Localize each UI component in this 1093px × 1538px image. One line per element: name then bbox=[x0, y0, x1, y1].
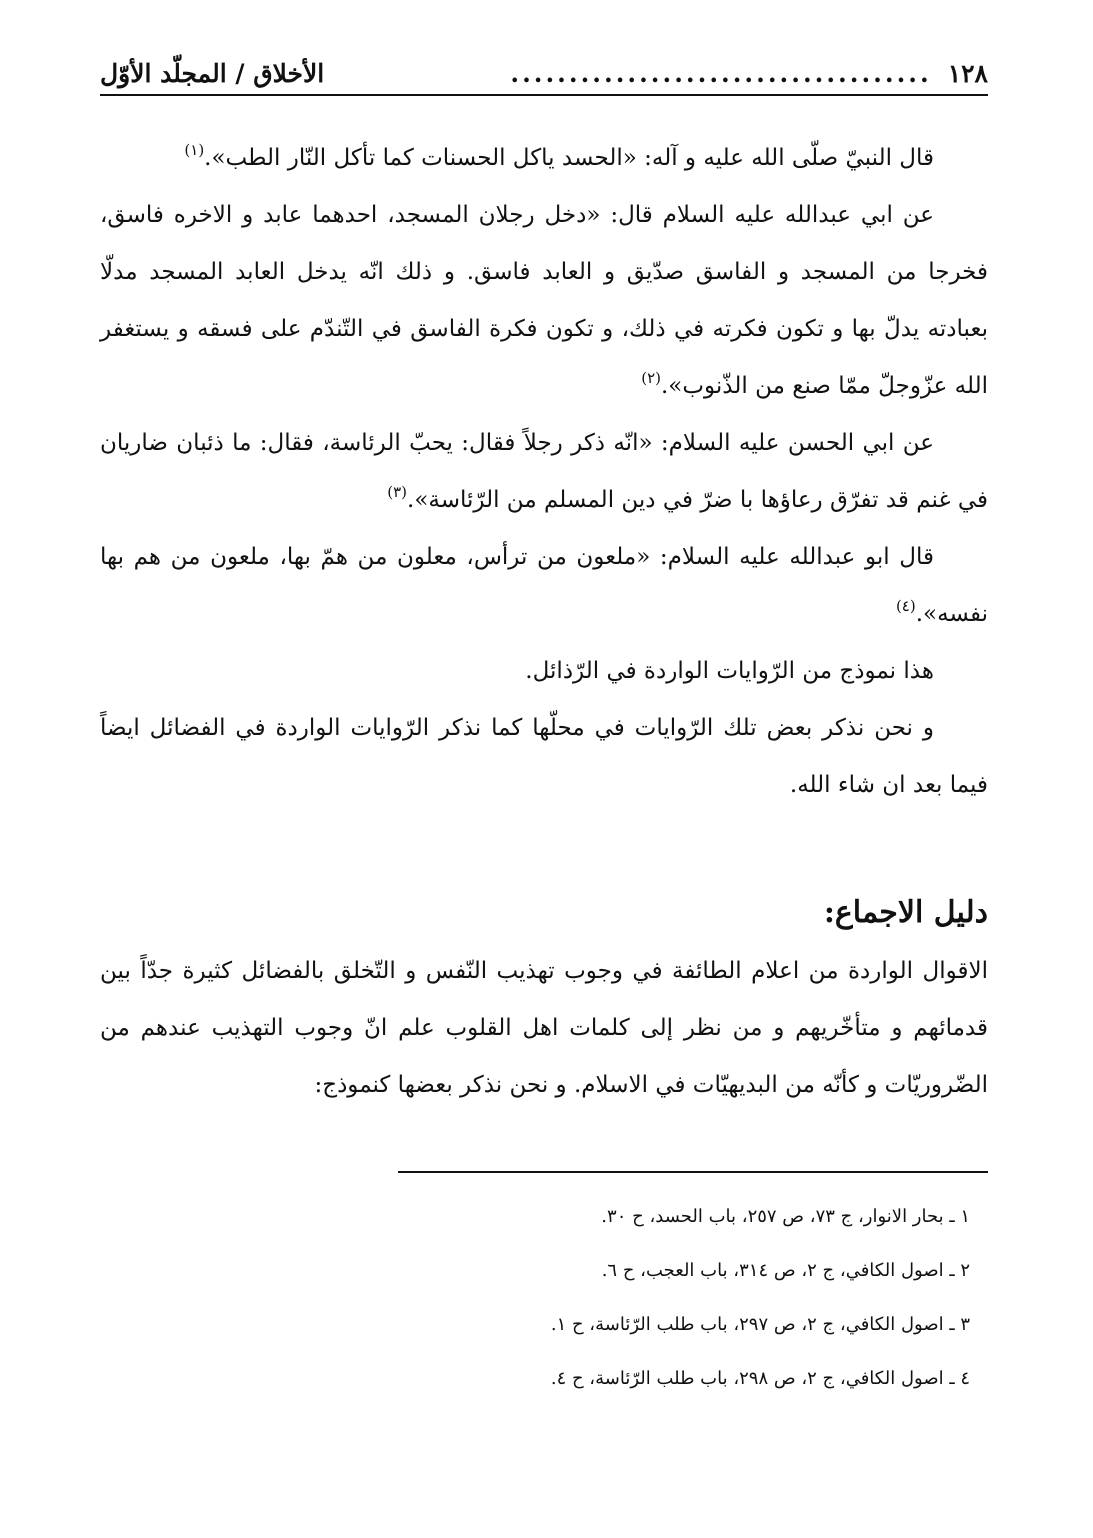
hadith-paragraph-4 bbox=[100, 529, 988, 643]
main-text bbox=[100, 130, 988, 814]
hadith-text-1: قال النبيّ صلّى الله عليه و آله: «الحسد ياكل الحسنات كما تأكل النّار الطب». bbox=[204, 145, 934, 171]
hadith-text-3: عن ابي الحسن عليه السلام: «انّه ذكر رجلاً فقال: يحبّ الرئاسة، فقال: ما ذئبان ضاريان في غنم قد تفرّق رعاؤها با ضرّ في دين المسلم من الرّئاسة». bbox=[100, 430, 988, 513]
hadith-text-4: قال ابو عبدالله عليه السلام: «ملعون من ترأس، معلون من همّ بها، ملعون من هم بها نفسه». bbox=[100, 544, 988, 627]
footnote-ref-2: (٢) bbox=[641, 369, 661, 387]
footnote-3: ٣ ـ اصول الكافي، ج ٢، ص ٢٩٧، باب طلب الرّئاسة، ح ١. bbox=[550, 1314, 970, 1335]
hadith-text-2: عن ابي عبدالله عليه السلام قال: «دخل رجلان المسجد، احدهما عابد و الاخره فاسق، فخرجا من المسجد و الفاسق صدّيق و العابد فاسق. و ذلك انّه يدخل العابد المسجد مدلّا بعبادته يدلّ بها و تكون فكرته في ذلك، و تكون فكرة الفاسق في التّندّم على فسقه و يستغفر الله عزّوجلّ ممّا صنع من الذّنوب». bbox=[100, 202, 988, 399]
hadith-paragraph-3 bbox=[100, 415, 988, 529]
footnote-ref-1: (١) bbox=[184, 141, 205, 159]
footnote-2: ٢ ـ اصول الكافي، ج ٢، ص ٣١٤، باب العجب، ح ٦. bbox=[601, 1260, 970, 1281]
section-body bbox=[100, 943, 988, 1114]
footnote-divider bbox=[398, 1171, 988, 1173]
hadith-paragraph-2 bbox=[100, 187, 988, 415]
page-number: ١٢٨ bbox=[947, 59, 988, 88]
footnote-ref-3: (٣) bbox=[387, 483, 408, 501]
header-dot-leader: .................................... bbox=[510, 59, 932, 88]
summary-paragraph: هذا نموذج من الرّوايات الواردة في الرّذائل. bbox=[525, 658, 934, 684]
hadith-paragraph-1 bbox=[100, 130, 988, 187]
running-header bbox=[100, 48, 988, 96]
section-heading: دليل الاجماع: bbox=[823, 895, 988, 930]
footnote-1: ١ ـ بحار الانوار، ج ٧٣، ص ٢٥٧، باب الحسد، ح ٣٠. bbox=[601, 1206, 970, 1227]
footnote-ref-4: (٤) bbox=[895, 597, 916, 615]
note-paragraph: و نحن نذكر بعض تلك الرّوايات في محلّها كما نذكر الرّوايات الواردة في الفضائل ايضاً فيما بعد ان شاء الله. bbox=[100, 715, 988, 798]
running-title: الأخلاق / المجلّد الأوّل bbox=[100, 59, 325, 88]
footnote-4: ٤ ـ اصول الكافي، ج ٢، ص ٢٩٨، باب طلب الرّئاسة، ح ٤. bbox=[550, 1368, 970, 1389]
section-paragraph: الاقوال الواردة من اعلام الطائفة في وجوب تهذيب النّفس و التّخلق بالفضائل كثيرة جدّاً بين قدمائهم و متأخّريهم و من نظر إلى كلمات اهل القلوب علم انّ وجوب التهذيب عندهم من الضّروريّات و كأنّه من البديهيّات في الاسلام. و نحن نذكر بعضها كنموذج: bbox=[100, 958, 988, 1098]
footnotes bbox=[100, 1190, 970, 1406]
